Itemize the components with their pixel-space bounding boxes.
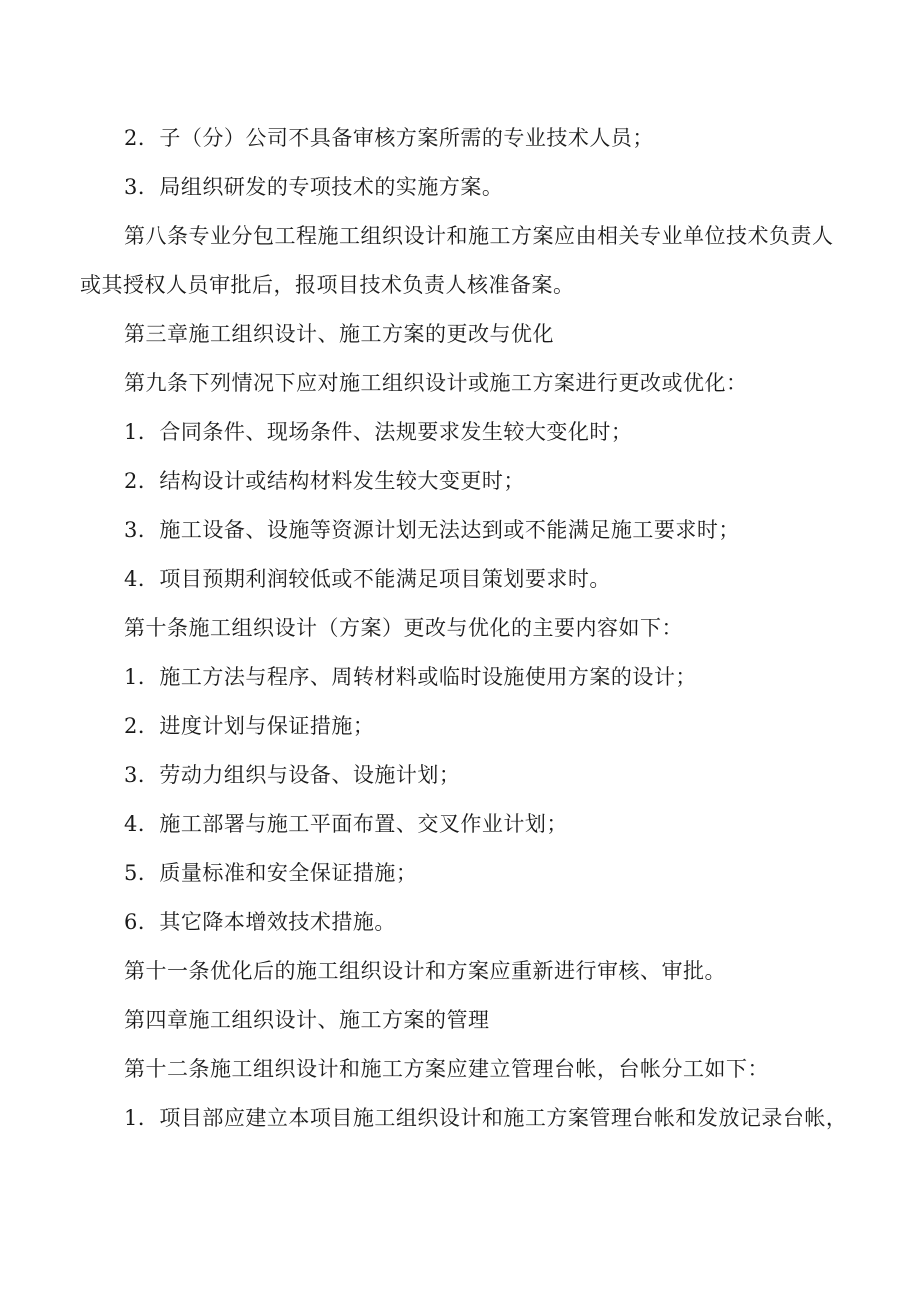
chapter-heading: 第四章施工组织设计、施工方案的管理 (124, 1008, 490, 1032)
list-item: 5．质量标准和安全保证措施； (124, 861, 418, 885)
list-item: 4．项目预期利润较低或不能满足项目策划要求时。 (124, 567, 611, 591)
article-paragraph: 第十二条施工组织设计和施工方案应建立管理台帐，台帐分工如下： (124, 1057, 769, 1081)
list-item: 2．进度计划与保证措施； (124, 714, 375, 738)
list-item: 1．合同条件、现场条件、法规要求发生较大变化时； (124, 420, 633, 444)
list-item: 2．结构设计或结构材料发生较大变更时； (124, 469, 525, 493)
article-paragraph: 第十一条优化后的施工组织设计和方案应重新进行审核、审批。 (124, 959, 726, 983)
list-item: 3．劳动力组织与设备、设施计划； (124, 763, 461, 787)
list-item: 2．子（分）公司不具备审核方案所需的专业技术人员； (124, 126, 654, 150)
list-item: 3．局组织研发的专项技术的实施方案。 (124, 175, 504, 199)
article-paragraph: 第十条施工组织设计（方案）更改与优化的主要内容如下： (124, 616, 683, 640)
article-paragraph: 第九条下列情况下应对施工组织设计或施工方案进行更改或优化： (124, 371, 748, 395)
chapter-heading: 第三章施工组织设计、施工方案的更改与优化 (124, 322, 554, 346)
article-paragraph: 第八条专业分包工程施工组织设计和施工方案应由相关专业单位技术负责人 (124, 224, 834, 248)
list-item: 6．其它降本增效技术措施。 (124, 910, 396, 934)
list-item: 1．项目部应建立本项目施工组织设计和施工方案管理台帐和发放记录台帐， (124, 1106, 848, 1130)
list-item: 4．施工部署与施工平面布置、交叉作业计划； (124, 812, 568, 836)
list-item: 3．施工设备、设施等资源计划无法达到或不能满足施工要求时； (124, 518, 740, 542)
list-item: 1．施工方法与程序、周转材料或临时设施使用方案的设计； (124, 665, 697, 689)
article-paragraph-continuation: 或其授权人员审批后，报项目技术负责人核准备案。 (80, 273, 575, 297)
